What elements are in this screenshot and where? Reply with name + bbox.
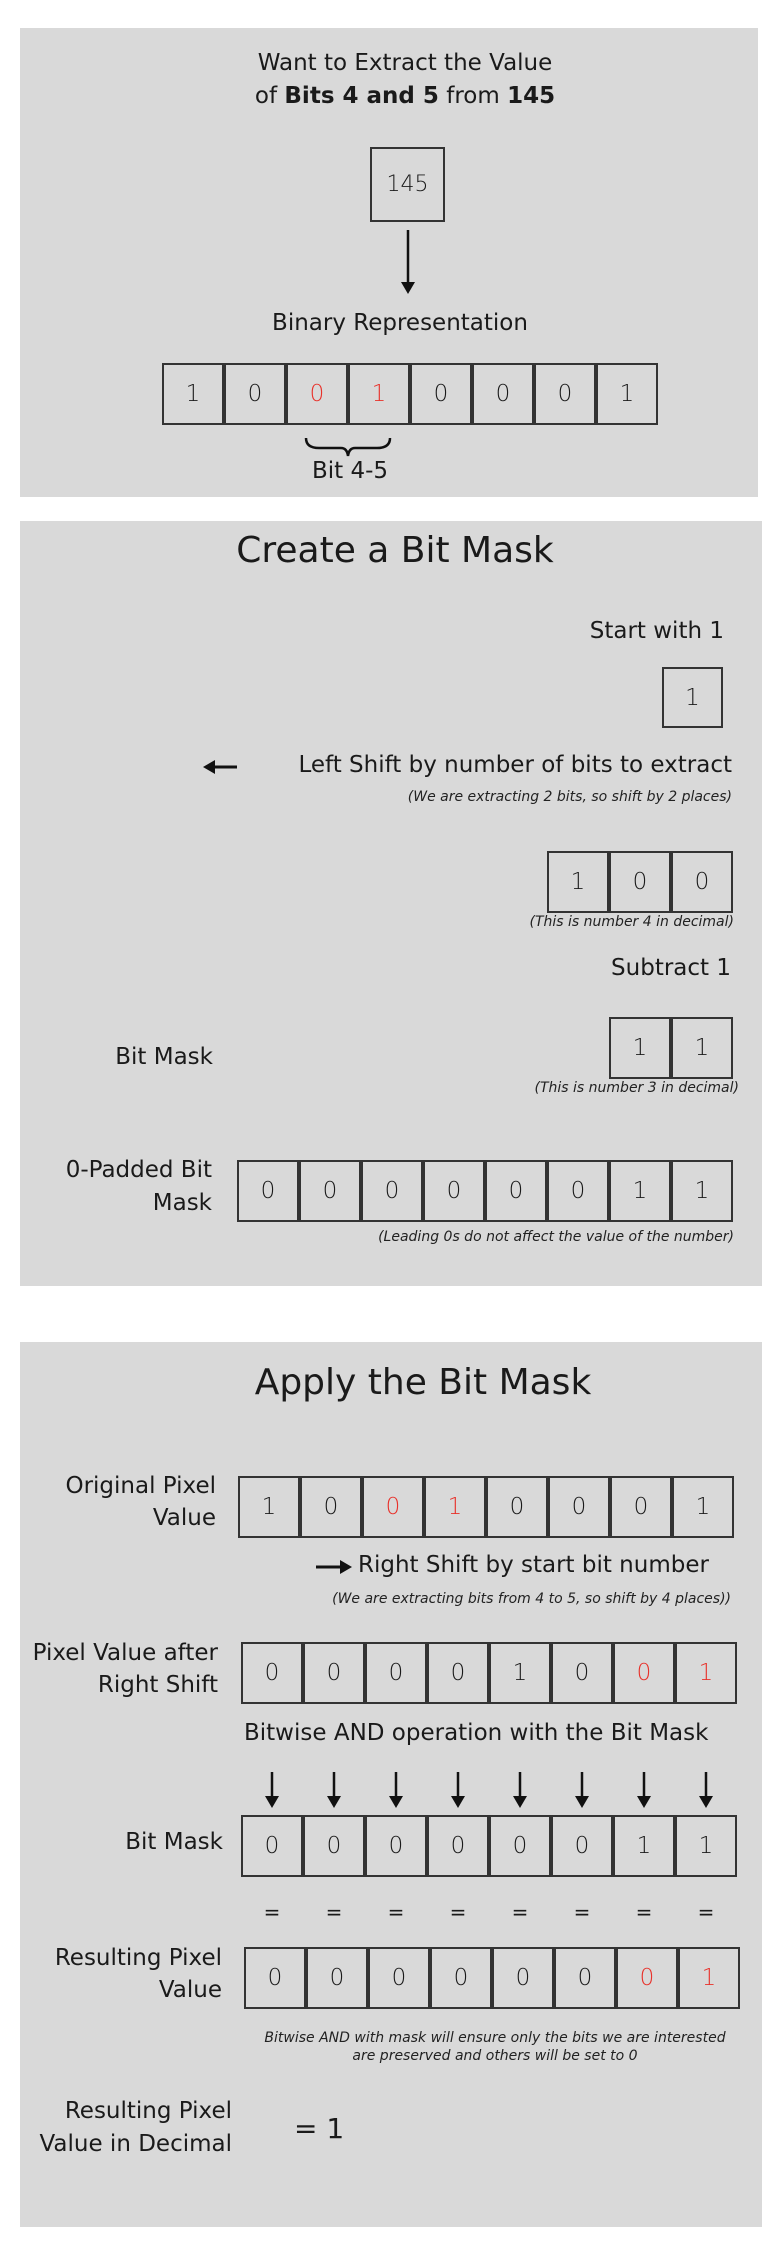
equals-sign: = <box>511 1900 529 1924</box>
after-shift-bit: 0 <box>551 1642 613 1704</box>
shifted-note: (This is number 4 in decimal) <box>529 914 734 930</box>
equals-sign: = <box>263 1900 281 1924</box>
after-shift-bit: 0 <box>613 1642 675 1704</box>
heading-pre: of <box>254 83 285 109</box>
original-pixel-label-line2: Value <box>152 1505 216 1531</box>
apply-mask-bit: 1 <box>675 1815 737 1877</box>
bitwise-and-label: Bitwise AND operation with the Bit Mask <box>244 1720 709 1746</box>
arrow-left-icon <box>203 756 239 778</box>
subtract-one-label: Subtract 1 <box>611 955 731 981</box>
padded-mask-bit: 0 <box>361 1160 423 1222</box>
original-bit: 0 <box>486 1476 548 1538</box>
result-bit: 0 <box>616 1947 678 2009</box>
result-bit: 0 <box>306 1947 368 2009</box>
section1-heading-line1: Want to Extract the Value <box>257 50 553 76</box>
decimal-label-line1: Resulting Pixel <box>64 2098 232 2124</box>
result-note-line2: are preserved and others will be set to 0 <box>352 2048 638 2064</box>
result-bit: 0 <box>244 1947 306 2009</box>
decimal-value: = 1 <box>294 2112 345 2145</box>
apply-mask-bit: 0 <box>365 1815 427 1877</box>
result-note-line1: Bitwise AND with mask will ensure only the bits we are interested <box>264 2030 726 2046</box>
binary-bit: 1 <box>348 363 410 425</box>
equals-sign: = <box>635 1900 653 1924</box>
padded-mask-label-line2: Mask <box>152 1190 212 1216</box>
binary-bit: 0 <box>472 363 534 425</box>
after-shift-bit: 1 <box>489 1642 551 1704</box>
arrow-down-icon <box>263 1772 281 1810</box>
equals-sign: = <box>449 1900 467 1924</box>
padded-mask-bit: 0 <box>547 1160 609 1222</box>
binary-bit: 0 <box>224 363 286 425</box>
equals-sign: = <box>387 1900 405 1924</box>
padded-mask-bit: 0 <box>485 1160 547 1222</box>
left-shift-note: (We are extracting 2 bits, so shift by 2 places) <box>407 789 732 805</box>
mask-bit: 1 <box>609 1017 671 1079</box>
padded-mask-bit: 1 <box>609 1160 671 1222</box>
mask-note: (This is number 3 in decimal) <box>534 1080 739 1096</box>
apply-bit-mask-title: Apply the Bit Mask <box>254 1362 592 1403</box>
section1-heading-line2 <box>20 83 782 109</box>
heading-mid: from <box>438 83 508 109</box>
result-pixel-label-line2: Value <box>158 1977 222 2003</box>
input-value-box: 145 <box>370 147 445 222</box>
mask-bit: 1 <box>671 1017 733 1079</box>
binary-bit: 0 <box>286 363 348 425</box>
original-bit: 1 <box>424 1476 486 1538</box>
arrow-down-icon <box>325 1772 343 1810</box>
apply-mask-bit: 0 <box>489 1815 551 1877</box>
padded-mask-label-line1: 0-Padded Bit <box>65 1157 212 1183</box>
brace-icon <box>303 436 393 458</box>
original-pixel-label-line1: Original Pixel <box>65 1473 216 1499</box>
brace-label: Bit 4-5 <box>311 458 389 484</box>
heading-bits: Bits 4 and 5 <box>284 83 439 109</box>
binary-bit: 0 <box>410 363 472 425</box>
result-bit: 0 <box>430 1947 492 2009</box>
after-shift-label-line2: Right Shift <box>97 1672 218 1698</box>
binary-bit: 0 <box>534 363 596 425</box>
right-shift-note: (We are extracting bits from 4 to 5, so shift by 4 places)) <box>332 1591 731 1607</box>
after-shift-bit: 0 <box>365 1642 427 1704</box>
original-bit: 0 <box>610 1476 672 1538</box>
apply-mask-bit: 0 <box>427 1815 489 1877</box>
create-bit-mask-title: Create a Bit Mask <box>236 530 554 571</box>
result-pixel-label-line1: Resulting Pixel <box>54 1945 222 1971</box>
arrow-down-icon <box>635 1772 653 1810</box>
binary-representation-label: Binary Representation <box>272 310 528 336</box>
apply-mask-bit: 1 <box>613 1815 675 1877</box>
after-shift-bit: 0 <box>303 1642 365 1704</box>
start-value-box: 1 <box>662 667 723 728</box>
padded-mask-bit: 1 <box>671 1160 733 1222</box>
apply-mask-bit: 0 <box>241 1815 303 1877</box>
bit-mask-label: Bit Mask <box>115 1044 213 1070</box>
result-bit: 0 <box>368 1947 430 2009</box>
result-bit: 0 <box>554 1947 616 2009</box>
after-shift-label-line1: Pixel Value after <box>32 1640 218 1666</box>
binary-bit: 1 <box>162 363 224 425</box>
arrow-down-icon <box>398 230 418 296</box>
equals-sign: = <box>325 1900 343 1924</box>
arrow-down-icon <box>449 1772 467 1810</box>
start-with-one-label: Start with 1 <box>589 618 724 644</box>
shifted-bit: 0 <box>671 851 733 913</box>
equals-sign: = <box>573 1900 591 1924</box>
after-shift-bit: 1 <box>675 1642 737 1704</box>
left-shift-label: Left Shift by number of bits to extract <box>298 752 732 778</box>
padded-note: (Leading 0s do not affect the value of the number) <box>378 1229 734 1245</box>
heading-number: 145 <box>507 83 556 109</box>
shifted-bit: 0 <box>609 851 671 913</box>
arrow-down-icon <box>511 1772 529 1810</box>
original-bit: 0 <box>362 1476 424 1538</box>
original-bit: 0 <box>300 1476 362 1538</box>
result-bit: 0 <box>492 1947 554 2009</box>
original-bit: 1 <box>672 1476 734 1538</box>
padded-mask-bit: 0 <box>299 1160 361 1222</box>
arrow-right-icon <box>316 1556 352 1578</box>
equals-sign: = <box>697 1900 715 1924</box>
apply-mask-bit: 0 <box>551 1815 613 1877</box>
result-bit: 1 <box>678 1947 740 2009</box>
right-shift-label: Right Shift by start bit number <box>358 1552 709 1578</box>
decimal-label-line2: Value in Decimal <box>39 2131 232 2157</box>
shifted-bit: 1 <box>547 851 609 913</box>
original-bit: 0 <box>548 1476 610 1538</box>
after-shift-bit: 0 <box>427 1642 489 1704</box>
padded-mask-bit: 0 <box>423 1160 485 1222</box>
padded-mask-bit: 0 <box>237 1160 299 1222</box>
arrow-down-icon <box>697 1772 715 1810</box>
binary-bit: 1 <box>596 363 658 425</box>
original-bit: 1 <box>238 1476 300 1538</box>
arrow-down-icon <box>387 1772 405 1810</box>
arrow-down-icon <box>573 1772 591 1810</box>
after-shift-bit: 0 <box>241 1642 303 1704</box>
apply-mask-bit: 0 <box>303 1815 365 1877</box>
apply-bit-mask-label: Bit Mask <box>125 1829 223 1855</box>
